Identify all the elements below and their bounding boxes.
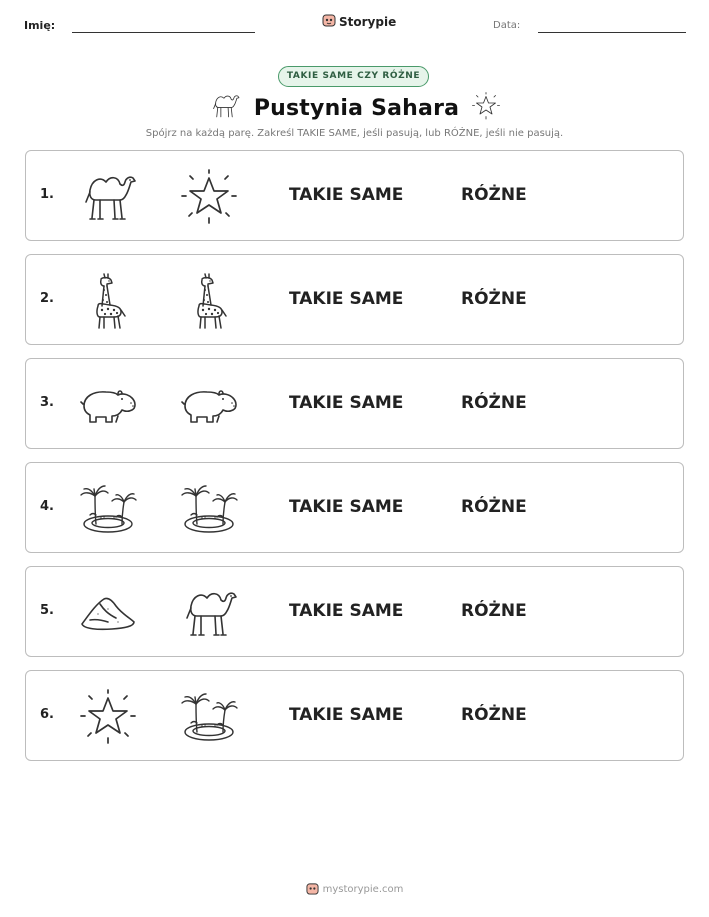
row-number: 3. <box>40 395 54 410</box>
name-label: Imię: <box>24 19 56 32</box>
worksheet-type-badge: TAKIE SAME CZY RÓŻNE <box>278 66 429 87</box>
option-same[interactable]: TAKIE SAME <box>289 289 404 309</box>
footer <box>0 880 709 899</box>
storypie-logo-icon <box>322 12 336 31</box>
option-same[interactable]: TAKIE SAME <box>289 185 404 205</box>
oasis-icon <box>179 480 239 538</box>
option-same[interactable]: TAKIE SAME <box>289 705 404 725</box>
pair-row <box>25 670 684 761</box>
option-different[interactable]: RÓŻNE <box>461 393 527 413</box>
pair-row <box>25 566 684 657</box>
footer-url: mystorypie.com <box>322 884 404 895</box>
option-same[interactable]: TAKIE SAME <box>289 497 404 517</box>
brand-name: Storypie <box>339 14 397 29</box>
date-field-line[interactable] <box>538 32 686 33</box>
option-same[interactable]: TAKIE SAME <box>289 601 404 621</box>
row-number: 4. <box>40 499 54 514</box>
sun-icon <box>471 91 501 125</box>
brand-logo <box>322 12 396 31</box>
sun-icon <box>78 688 138 746</box>
date-label: Data: <box>493 20 521 31</box>
hippo-icon <box>179 376 239 434</box>
sand-dune-icon <box>78 584 138 642</box>
pair-row <box>25 462 684 553</box>
oasis-icon <box>78 480 138 538</box>
name-field-line[interactable] <box>72 32 255 33</box>
option-different[interactable]: RÓŻNE <box>461 289 527 309</box>
title-row <box>0 90 709 126</box>
pair-row <box>25 358 684 449</box>
oasis-icon <box>179 688 239 746</box>
option-different[interactable]: RÓŻNE <box>461 185 527 205</box>
option-different[interactable]: RÓŻNE <box>461 497 527 517</box>
camel-icon <box>179 584 239 642</box>
row-number: 1. <box>40 187 54 202</box>
row-number: 6. <box>40 707 54 722</box>
camel-icon <box>78 168 138 226</box>
camel-icon <box>208 91 242 125</box>
hippo-icon <box>78 376 138 434</box>
row-number: 5. <box>40 603 54 618</box>
pair-row <box>25 150 684 241</box>
row-number: 2. <box>40 291 54 306</box>
option-different[interactable]: RÓŻNE <box>461 705 527 725</box>
option-different[interactable]: RÓŻNE <box>461 601 527 621</box>
giraffe-icon <box>78 272 138 330</box>
storypie-logo-icon <box>306 880 319 899</box>
page-title: Pustynia Sahara <box>253 95 460 121</box>
sun-icon <box>179 168 239 226</box>
giraffe-icon <box>179 272 239 330</box>
option-same[interactable]: TAKIE SAME <box>289 393 404 413</box>
instructions: Spójrz na każdą parę. Zakreśl TAKIE SAME, jeśli pasują, lub RÓŻNE, jeśli nie pasują. <box>145 128 564 139</box>
pair-row <box>25 254 684 345</box>
